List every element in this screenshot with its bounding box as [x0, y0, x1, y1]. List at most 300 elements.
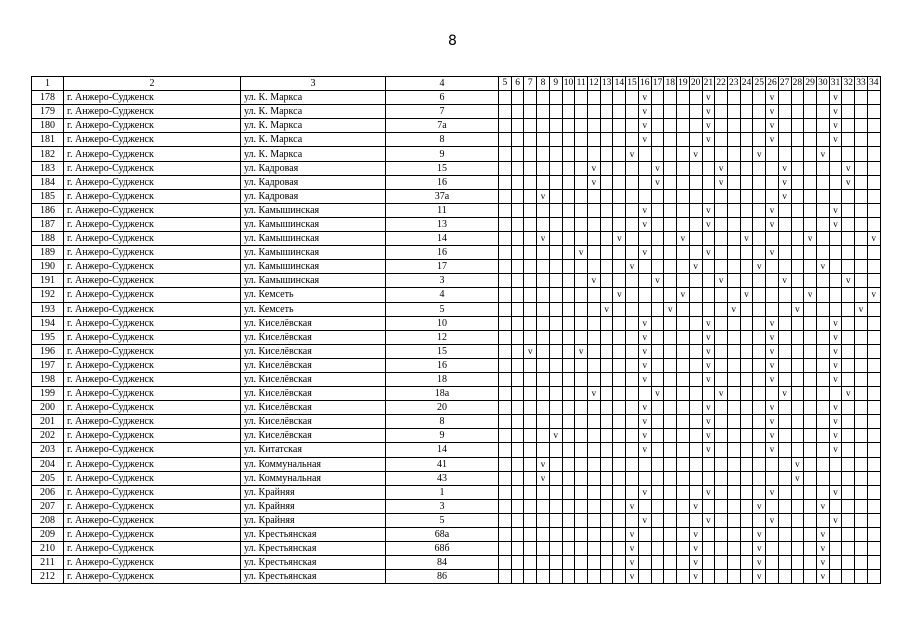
- city-cell: г. Анжеро-Судженск: [64, 556, 241, 570]
- check-mark-cell: v: [588, 387, 601, 401]
- city-cell: г. Анжеро-Судженск: [64, 330, 241, 344]
- check-mark-cell: v: [766, 91, 779, 105]
- empty-day-cell: [766, 542, 779, 556]
- empty-day-cell: [677, 485, 690, 499]
- empty-day-cell: [511, 203, 524, 217]
- empty-day-cell: [613, 274, 626, 288]
- empty-day-cell: [499, 119, 512, 133]
- empty-day-cell: [511, 513, 524, 527]
- empty-day-cell: [829, 302, 842, 316]
- header-cell-30: 30: [816, 77, 829, 91]
- empty-day-cell: [499, 457, 512, 471]
- header-cell-31: 31: [829, 77, 842, 91]
- check-mark-cell: v: [638, 358, 651, 372]
- check-mark-cell: v: [778, 274, 791, 288]
- table-row: [32, 330, 881, 344]
- empty-day-cell: [613, 372, 626, 386]
- empty-day-cell: [511, 189, 524, 203]
- empty-day-cell: [613, 260, 626, 274]
- city-cell: г. Анжеро-Судженск: [64, 105, 241, 119]
- empty-day-cell: [867, 542, 880, 556]
- empty-day-cell: [702, 232, 715, 246]
- empty-day-cell: [753, 274, 766, 288]
- check-mark-cell: v: [702, 443, 715, 457]
- empty-day-cell: [816, 133, 829, 147]
- street-cell: ул. К. Маркса: [241, 147, 386, 161]
- empty-day-cell: [804, 274, 817, 288]
- row-number-cell: 183: [32, 161, 64, 175]
- check-mark-cell: v: [753, 556, 766, 570]
- empty-day-cell: [524, 119, 537, 133]
- check-mark-cell: v: [638, 316, 651, 330]
- house-number-cell: 6: [386, 91, 499, 105]
- empty-day-cell: [600, 471, 613, 485]
- empty-day-cell: [727, 161, 740, 175]
- house-number-cell: 5: [386, 302, 499, 316]
- city-cell: г. Анжеро-Судженск: [64, 513, 241, 527]
- empty-day-cell: [689, 485, 702, 499]
- empty-day-cell: [778, 415, 791, 429]
- empty-day-cell: [549, 232, 562, 246]
- check-mark-cell: v: [638, 415, 651, 429]
- empty-day-cell: [842, 499, 855, 513]
- empty-day-cell: [600, 274, 613, 288]
- empty-day-cell: [549, 217, 562, 231]
- empty-day-cell: [855, 246, 868, 260]
- empty-day-cell: [588, 344, 601, 358]
- empty-day-cell: [740, 217, 753, 231]
- empty-day-cell: [588, 119, 601, 133]
- house-number-cell: 20: [386, 401, 499, 415]
- empty-day-cell: [778, 203, 791, 217]
- empty-day-cell: [613, 119, 626, 133]
- empty-day-cell: [791, 175, 804, 189]
- empty-day-cell: [651, 415, 664, 429]
- empty-day-cell: [537, 274, 550, 288]
- header-cell-4: 4: [386, 77, 499, 91]
- empty-day-cell: [753, 189, 766, 203]
- empty-day-cell: [575, 330, 588, 344]
- empty-day-cell: [613, 415, 626, 429]
- empty-day-cell: [842, 401, 855, 415]
- empty-day-cell: [753, 513, 766, 527]
- empty-day-cell: [689, 91, 702, 105]
- empty-day-cell: [677, 401, 690, 415]
- street-cell: ул. Камышинская: [241, 260, 386, 274]
- empty-day-cell: [600, 415, 613, 429]
- empty-day-cell: [727, 401, 740, 415]
- empty-day-cell: [651, 232, 664, 246]
- check-mark-cell: v: [638, 330, 651, 344]
- check-mark-cell: v: [702, 91, 715, 105]
- check-mark-cell: v: [626, 556, 639, 570]
- empty-day-cell: [778, 133, 791, 147]
- empty-day-cell: [664, 556, 677, 570]
- empty-day-cell: [499, 133, 512, 147]
- empty-day-cell: [549, 133, 562, 147]
- empty-day-cell: [842, 372, 855, 386]
- empty-day-cell: [549, 528, 562, 542]
- check-mark-cell: v: [702, 217, 715, 231]
- empty-day-cell: [524, 161, 537, 175]
- empty-day-cell: [842, 189, 855, 203]
- empty-day-cell: [562, 217, 575, 231]
- empty-day-cell: [575, 429, 588, 443]
- check-mark-cell: v: [715, 274, 728, 288]
- empty-day-cell: [727, 415, 740, 429]
- empty-day-cell: [588, 471, 601, 485]
- empty-day-cell: [626, 443, 639, 457]
- check-mark-cell: v: [638, 372, 651, 386]
- check-mark-cell: v: [829, 443, 842, 457]
- table-row: [32, 217, 881, 231]
- empty-day-cell: [575, 556, 588, 570]
- empty-day-cell: [626, 457, 639, 471]
- empty-day-cell: [651, 302, 664, 316]
- empty-day-cell: [855, 401, 868, 415]
- empty-day-cell: [689, 372, 702, 386]
- empty-day-cell: [562, 485, 575, 499]
- street-cell: ул. К. Маркса: [241, 133, 386, 147]
- row-number-cell: 212: [32, 570, 64, 584]
- empty-day-cell: [816, 217, 829, 231]
- empty-day-cell: [727, 387, 740, 401]
- empty-day-cell: [804, 175, 817, 189]
- city-cell: г. Анжеро-Судженск: [64, 133, 241, 147]
- empty-day-cell: [600, 401, 613, 415]
- empty-day-cell: [842, 316, 855, 330]
- empty-day-cell: [804, 189, 817, 203]
- empty-day-cell: [677, 91, 690, 105]
- empty-day-cell: [524, 429, 537, 443]
- empty-day-cell: [855, 443, 868, 457]
- empty-day-cell: [562, 302, 575, 316]
- empty-day-cell: [651, 260, 664, 274]
- empty-day-cell: [829, 556, 842, 570]
- empty-day-cell: [588, 429, 601, 443]
- header-cell-15: 15: [626, 77, 639, 91]
- empty-day-cell: [816, 91, 829, 105]
- empty-day-cell: [588, 147, 601, 161]
- empty-day-cell: [829, 147, 842, 161]
- empty-day-cell: [600, 556, 613, 570]
- check-mark-cell: v: [867, 232, 880, 246]
- empty-day-cell: [740, 175, 753, 189]
- empty-day-cell: [677, 344, 690, 358]
- check-mark-cell: v: [753, 147, 766, 161]
- empty-day-cell: [600, 105, 613, 119]
- empty-day-cell: [524, 91, 537, 105]
- empty-day-cell: [524, 513, 537, 527]
- header-cell-6: 6: [511, 77, 524, 91]
- empty-day-cell: [842, 443, 855, 457]
- empty-day-cell: [562, 203, 575, 217]
- empty-day-cell: [727, 260, 740, 274]
- check-mark-cell: v: [689, 542, 702, 556]
- empty-day-cell: [537, 302, 550, 316]
- empty-day-cell: [575, 542, 588, 556]
- empty-day-cell: [842, 91, 855, 105]
- empty-day-cell: [651, 316, 664, 330]
- empty-day-cell: [638, 161, 651, 175]
- empty-day-cell: [562, 316, 575, 330]
- empty-day-cell: [575, 372, 588, 386]
- check-mark-cell: v: [689, 147, 702, 161]
- empty-day-cell: [638, 232, 651, 246]
- empty-day-cell: [588, 133, 601, 147]
- empty-day-cell: [804, 542, 817, 556]
- header-cell-27: 27: [778, 77, 791, 91]
- empty-day-cell: [766, 471, 779, 485]
- check-mark-cell: v: [829, 91, 842, 105]
- empty-day-cell: [689, 246, 702, 260]
- empty-day-cell: [613, 528, 626, 542]
- empty-day-cell: [816, 316, 829, 330]
- empty-day-cell: [562, 288, 575, 302]
- empty-day-cell: [867, 528, 880, 542]
- row-number-cell: 198: [32, 372, 64, 386]
- city-cell: г. Анжеро-Судженск: [64, 119, 241, 133]
- row-number-cell: 180: [32, 119, 64, 133]
- empty-day-cell: [562, 274, 575, 288]
- empty-day-cell: [588, 513, 601, 527]
- empty-day-cell: [511, 429, 524, 443]
- empty-day-cell: [677, 175, 690, 189]
- empty-day-cell: [600, 429, 613, 443]
- city-cell: г. Анжеро-Судженск: [64, 316, 241, 330]
- empty-day-cell: [499, 288, 512, 302]
- empty-day-cell: [664, 316, 677, 330]
- street-cell: ул. Кемсеть: [241, 288, 386, 302]
- empty-day-cell: [613, 513, 626, 527]
- empty-day-cell: [804, 570, 817, 584]
- empty-day-cell: [829, 189, 842, 203]
- house-number-cell: 86: [386, 570, 499, 584]
- empty-day-cell: [867, 203, 880, 217]
- check-mark-cell: v: [702, 344, 715, 358]
- row-number-cell: 187: [32, 217, 64, 231]
- empty-day-cell: [766, 260, 779, 274]
- row-number-cell: 179: [32, 105, 64, 119]
- check-mark-cell: v: [842, 161, 855, 175]
- empty-day-cell: [600, 232, 613, 246]
- empty-day-cell: [613, 217, 626, 231]
- empty-day-cell: [600, 260, 613, 274]
- empty-day-cell: [689, 217, 702, 231]
- empty-day-cell: [600, 372, 613, 386]
- empty-day-cell: [804, 246, 817, 260]
- empty-day-cell: [816, 429, 829, 443]
- empty-day-cell: [537, 387, 550, 401]
- empty-day-cell: [600, 528, 613, 542]
- empty-day-cell: [727, 513, 740, 527]
- empty-day-cell: [677, 133, 690, 147]
- empty-day-cell: [867, 175, 880, 189]
- empty-day-cell: [867, 133, 880, 147]
- empty-day-cell: [715, 189, 728, 203]
- empty-day-cell: [537, 91, 550, 105]
- empty-day-cell: [499, 344, 512, 358]
- empty-day-cell: [867, 217, 880, 231]
- empty-day-cell: [677, 429, 690, 443]
- empty-day-cell: [842, 429, 855, 443]
- empty-day-cell: [651, 570, 664, 584]
- empty-day-cell: [753, 316, 766, 330]
- house-number-cell: 16: [386, 246, 499, 260]
- empty-day-cell: [829, 387, 842, 401]
- empty-day-cell: [753, 161, 766, 175]
- empty-day-cell: [778, 358, 791, 372]
- table-row: [32, 260, 881, 274]
- check-mark-cell: v: [753, 499, 766, 513]
- table-row: [32, 274, 881, 288]
- empty-day-cell: [753, 105, 766, 119]
- empty-day-cell: [689, 358, 702, 372]
- empty-day-cell: [499, 175, 512, 189]
- empty-day-cell: [626, 288, 639, 302]
- empty-day-cell: [791, 372, 804, 386]
- empty-day-cell: [626, 415, 639, 429]
- empty-day-cell: [842, 217, 855, 231]
- street-cell: ул. Крайняя: [241, 485, 386, 499]
- empty-day-cell: [677, 161, 690, 175]
- check-mark-cell: v: [638, 105, 651, 119]
- check-mark-cell: v: [816, 570, 829, 584]
- empty-day-cell: [778, 302, 791, 316]
- empty-day-cell: [537, 358, 550, 372]
- empty-day-cell: [537, 556, 550, 570]
- empty-day-cell: [829, 471, 842, 485]
- empty-day-cell: [537, 372, 550, 386]
- empty-day-cell: [740, 457, 753, 471]
- row-number-cell: 200: [32, 401, 64, 415]
- empty-day-cell: [804, 443, 817, 457]
- header-cell-3: 3: [241, 77, 386, 91]
- empty-day-cell: [600, 344, 613, 358]
- check-mark-cell: v: [575, 246, 588, 260]
- empty-day-cell: [816, 119, 829, 133]
- empty-day-cell: [715, 133, 728, 147]
- empty-day-cell: [588, 330, 601, 344]
- empty-day-cell: [562, 161, 575, 175]
- empty-day-cell: [727, 119, 740, 133]
- empty-day-cell: [778, 542, 791, 556]
- table-row: [32, 387, 881, 401]
- empty-day-cell: [664, 105, 677, 119]
- check-mark-cell: v: [804, 288, 817, 302]
- empty-day-cell: [804, 528, 817, 542]
- empty-day-cell: [651, 401, 664, 415]
- empty-day-cell: [766, 499, 779, 513]
- empty-day-cell: [715, 302, 728, 316]
- empty-day-cell: [613, 330, 626, 344]
- empty-day-cell: [753, 246, 766, 260]
- empty-day-cell: [829, 161, 842, 175]
- empty-day-cell: [600, 513, 613, 527]
- empty-day-cell: [715, 358, 728, 372]
- empty-day-cell: [804, 485, 817, 499]
- empty-day-cell: [651, 91, 664, 105]
- empty-day-cell: [829, 175, 842, 189]
- empty-day-cell: [867, 105, 880, 119]
- empty-day-cell: [804, 457, 817, 471]
- empty-day-cell: [600, 358, 613, 372]
- empty-day-cell: [575, 499, 588, 513]
- empty-day-cell: [727, 528, 740, 542]
- city-cell: г. Анжеро-Судженск: [64, 401, 241, 415]
- empty-day-cell: [511, 105, 524, 119]
- empty-day-cell: [664, 288, 677, 302]
- empty-day-cell: [549, 175, 562, 189]
- empty-day-cell: [638, 274, 651, 288]
- empty-day-cell: [549, 415, 562, 429]
- table-row: [32, 189, 881, 203]
- empty-day-cell: [511, 175, 524, 189]
- empty-day-cell: [613, 344, 626, 358]
- row-number-cell: 201: [32, 415, 64, 429]
- empty-day-cell: [715, 570, 728, 584]
- empty-day-cell: [791, 316, 804, 330]
- empty-day-cell: [613, 203, 626, 217]
- empty-day-cell: [855, 499, 868, 513]
- empty-day-cell: [791, 429, 804, 443]
- empty-day-cell: [727, 133, 740, 147]
- empty-day-cell: [842, 133, 855, 147]
- empty-day-cell: [575, 443, 588, 457]
- empty-day-cell: [740, 203, 753, 217]
- empty-day-cell: [562, 429, 575, 443]
- check-mark-cell: v: [816, 499, 829, 513]
- empty-day-cell: [740, 542, 753, 556]
- empty-day-cell: [791, 401, 804, 415]
- empty-day-cell: [524, 528, 537, 542]
- empty-day-cell: [575, 302, 588, 316]
- empty-day-cell: [753, 119, 766, 133]
- empty-day-cell: [816, 443, 829, 457]
- empty-day-cell: [740, 570, 753, 584]
- empty-day-cell: [677, 415, 690, 429]
- empty-day-cell: [575, 415, 588, 429]
- empty-day-cell: [626, 119, 639, 133]
- check-mark-cell: v: [638, 344, 651, 358]
- empty-day-cell: [816, 513, 829, 527]
- empty-day-cell: [677, 246, 690, 260]
- street-cell: ул. Крестьянская: [241, 528, 386, 542]
- check-mark-cell: v: [702, 401, 715, 415]
- header-cell-13: 13: [600, 77, 613, 91]
- empty-day-cell: [702, 528, 715, 542]
- check-mark-cell: v: [537, 457, 550, 471]
- empty-day-cell: [575, 133, 588, 147]
- check-mark-cell: v: [766, 119, 779, 133]
- empty-day-cell: [753, 415, 766, 429]
- empty-day-cell: [511, 542, 524, 556]
- empty-day-cell: [702, 556, 715, 570]
- empty-day-cell: [575, 387, 588, 401]
- empty-day-cell: [740, 358, 753, 372]
- empty-day-cell: [524, 260, 537, 274]
- empty-day-cell: [613, 556, 626, 570]
- empty-day-cell: [537, 246, 550, 260]
- city-cell: г. Анжеро-Судженск: [64, 274, 241, 288]
- table-row: [32, 415, 881, 429]
- table-header: [32, 77, 881, 91]
- empty-day-cell: [537, 401, 550, 415]
- house-number-cell: 68а: [386, 528, 499, 542]
- empty-day-cell: [829, 570, 842, 584]
- street-cell: ул. Коммунальная: [241, 471, 386, 485]
- empty-day-cell: [727, 147, 740, 161]
